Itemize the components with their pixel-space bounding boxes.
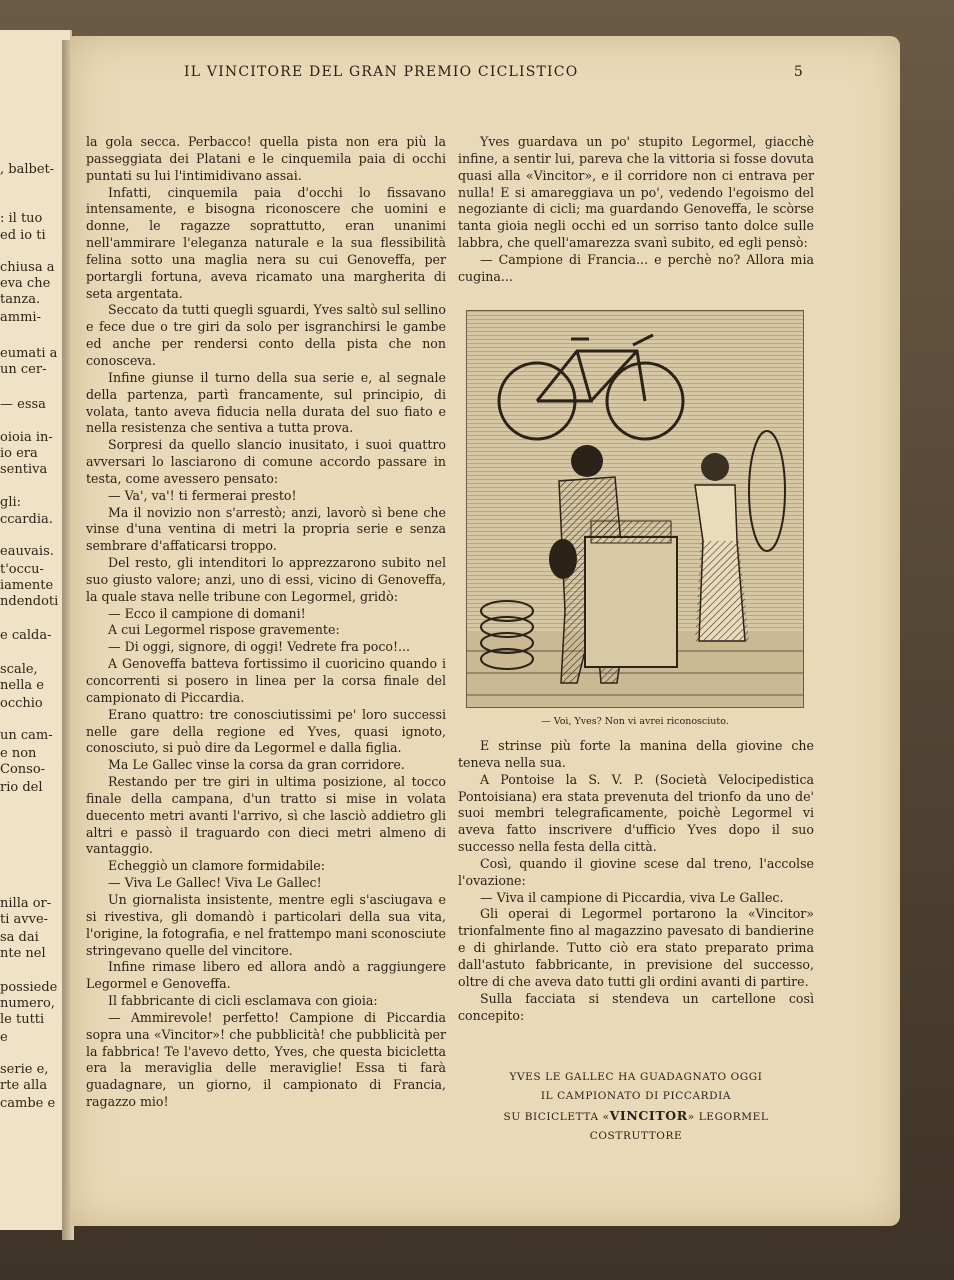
poster-line-2: IL CAMPIONATO DI PICCARDIA <box>540 1090 732 1102</box>
left-page-fragment: ed io ti <box>0 228 46 243</box>
left-page-fragment: iamente <box>0 578 54 593</box>
left-page-fragment: — essa <box>0 397 46 412</box>
paragraph: — Va', va'! ti fermerai presto! <box>108 487 297 503</box>
paragraph: Infine rimase libero ed allora andò a raggiungere Legormel e Genoveffa. <box>86 959 446 992</box>
left-page-fragment: eauvais. <box>0 544 54 559</box>
left-page-fragment: serie e, <box>0 1062 49 1077</box>
right-column-text-bottom <box>458 738 814 1024</box>
paragraph: Restando per tre giri in ultima posizione, al tocco finale della campana, d'un tratto si mise in volata duecento metri avanti l'arrivo, sì che lasciò addietro gli altri e passò il traguardo con dieci metri almeno di vantaggio. <box>86 774 446 857</box>
left-page-fragment: sa dai <box>0 930 39 945</box>
left-page-fragment: scale, <box>0 662 38 677</box>
left-page-fragment: ndendoti <box>0 594 59 609</box>
left-column-text <box>86 134 446 1111</box>
illustration-caption: — Voi, Yves? Non vi avrei riconosciuto. <box>541 716 729 727</box>
paragraph: A Genoveffa batteva fortissimo il cuoricino quando i concorrenti si posero in linea per la corsa finale del campionato di Piccardia. <box>86 656 446 705</box>
paragraph: Ma Le Gallec vinse la corsa da gran corridore. <box>108 757 405 773</box>
left-page-fragment: e <box>0 1030 8 1045</box>
left-page-fragment: t'occu- <box>0 562 44 577</box>
poster-brand: VINCITOR <box>609 1108 688 1123</box>
left-page-fragment: possiede <box>0 980 58 995</box>
paragraph: — Campione di Francia... e perchè no? Allora mia cugina... <box>458 251 814 284</box>
poster-line-3-post: » LEGORMEL COSTRUTTORE <box>589 1111 769 1142</box>
paragraph: Il fabbricante di cicli esclamava con gioia: <box>108 993 378 1009</box>
paragraph: — Di oggi, signore, di oggi! Vedrete fra poco!... <box>108 639 411 655</box>
left-page-fragment: rte alla <box>0 1078 48 1093</box>
left-page-fragment: eva che <box>0 276 51 291</box>
left-page-fragment: gli: <box>0 495 22 510</box>
left-page-fragment: un cam- <box>0 728 53 743</box>
left-page-fragment: nella e <box>0 678 44 693</box>
poster-text <box>458 1068 814 1146</box>
left-page-fragment: sentiva <box>0 462 48 477</box>
paragraph: — Viva Le Gallec! Viva Le Gallec! <box>108 875 322 891</box>
left-page-fragment: chiusa a <box>0 260 55 275</box>
left-page-fragment: numero, <box>0 996 55 1011</box>
left-page-fragment: eumati a <box>0 346 58 361</box>
paragraph: Erano quattro: tre conosciutissimi pe' loro successi nelle gare della regione ed Yves, quasi ignoto, conosciuto, si può dire da Legormel e dalla figlia. <box>86 706 446 756</box>
left-page-fragment: le tutti <box>0 1012 45 1027</box>
page-number: 5 <box>793 64 804 80</box>
paragraph: — Viva il campione di Piccardia, viva Le Gallec. <box>480 889 784 905</box>
paragraph: Echeggiò un clamore formidabile: <box>108 858 325 874</box>
left-page-fragment: occhio <box>0 696 43 711</box>
right-column-text-top <box>458 134 814 286</box>
paragraph: Seccato da tutti quegli sguardi, Yves saltò sul sellino e fece due o tre giri da solo per isgranchirsi le gambe ed anche per rendersi conto della pista che non conosceva. <box>86 302 446 368</box>
left-page-fragment: ammi- <box>0 310 41 325</box>
paragraph: — Ecco il campione di domani! <box>108 605 306 621</box>
counter-drawing <box>585 521 677 667</box>
paragraph: E strinse più forte la manina della giovine che teneva nella sua. <box>458 738 814 770</box>
paragraph: — Ammirevole! perfetto! Campione di Piccardia sopra una «Vincitor»! che pubblicità! che pubblicità per la fabbrica! Te l'avevo detto, Yves, che questa bicicletta era la meraviglia delle meraviglie! Essa ti farà guadagnare, un giorno, il campionato di Francia, ragazzo mio! <box>86 1009 446 1110</box>
left-page-fragment: tanza. <box>0 292 41 307</box>
paragraph: Del resto, gli intenditori lo apprezzarono subito nel suo giusto valore; anzi, uno di essi, vicino di Genoveffa, la quale stava nelle tribune con Legormel, gridò: <box>86 555 446 604</box>
left-page-fragment: nte nel <box>0 946 46 961</box>
left-page-fragment: Conso- <box>0 762 46 777</box>
poster-line-1: YVES LE GALLEC HA GUADAGNATO OGGI <box>509 1071 763 1083</box>
poster-line-3-pre: SU BICICLETTA « <box>503 1111 610 1123</box>
running-header <box>184 64 804 80</box>
poster-line-3 <box>458 1106 814 1146</box>
paragraph: Gli operai di Legormel portarono la «Vincitor» trionfalmente fino al magazzino pavesato di bandierine e di ghirlande. Tutto ciò era stato preparato prima dall'astuto fabbricante, in previsione del successo, oltre di che aveva dato tutti gli ordini avanti di partire. <box>458 906 814 989</box>
left-page-fragment: e non <box>0 746 37 761</box>
paragraph: Così, quando il giovine scese dal treno, l'accolse l'ovazione: <box>458 855 814 888</box>
left-page-fragment: : il tuo <box>0 211 43 226</box>
paragraph: Sorpresi da quello slancio inusitato, i suoi quattro avversari lo lasciarono di comune accordo passare in testa, come avessero pensato: <box>86 437 446 486</box>
left-page-fragment: e calda- <box>0 628 52 643</box>
left-page-fragment: ccardia. <box>0 512 53 527</box>
paragraph: Infatti, cinquemila paia d'occhi lo fissavano intensamente, e bisogna riconoscere che uomini e donne, le ragazze soprattutto, eran unanimi nell'ammirare l'eleganza naturale e la sua flessibilità felina sotto una maglia nera su cui Genoveffa, per portargli fortuna, aveva ricamato una margherita di seta argentata. <box>86 184 446 301</box>
left-page-fragment: cambe e <box>0 1096 56 1111</box>
paragraph: Un giornalista insistente, mentre egli s'asciugava e si rivestiva, gli domandò i particolari della sua vita, l'origine, la fotografia, e nel frattempo mani sconosciute stringevano quelle del vincitore. <box>86 891 446 958</box>
left-page-fragment: un cer- <box>0 362 47 377</box>
paragraph: A Pontoise la S. V. P. (Società Velocipedistica Pontoisiana) era stata prevenuta del trionfo da uno de' suoi membri telegraficamente, poichè Legormel vi aveva fatto inscrivere d'ufficio Yves dopo il suo successo nella festa della città. <box>458 771 814 855</box>
paragraph: Sulla facciata si stendeva un cartellone così concepito: <box>458 990 814 1023</box>
paragraph: A cui Legormel rispose gravemente: <box>108 622 340 638</box>
paragraph: la gola secca. Perbacco! quella pista non era più la passeggiata dei Platani e le cinquemila paia di occhi puntati su lui l'intimidivano assai. <box>86 134 446 183</box>
left-page-fragment: nilla or- <box>0 896 52 911</box>
left-page-fragment: oioia in- <box>0 430 53 445</box>
paragraph: Yves guardava un po' stupito Legormel, giacchè infine, a sentir lui, pareva che la vittoria si fosse dovuta quasi alla «Vincitor», e il corridore non ci entrava per nulla! E si amareggiava un po', vedendo l'egoismo del negoziante di cicli; ma guardando Genoveffa, le scòrse tanta gioia negli occhi ed un sorriso tanto dolce sulle labbra, che quell'amarezza svanì subito, ed egli pensò: <box>458 134 814 251</box>
left-page-fragment: io era <box>0 446 38 461</box>
running-header-title: IL VINCITORE DEL GRAN PREMIO CICLISTICO <box>184 64 579 80</box>
engraving-illustration <box>467 311 803 707</box>
left-page-fragment: rio del <box>0 780 43 795</box>
left-page-fragment: , balbet- <box>0 162 55 177</box>
paragraph: Infine giunse il turno della sua serie e, al segnale della partenza, partì francamente, sul principio, di volata, tanto aveva fiducia nella durata del suo fiato e nella resistenza che sentiva a tutta prova. <box>86 369 446 436</box>
paragraph: Ma il novizio non s'arrestò; anzi, lavorò sì bene che vinse d'una ventina di metri la propria serie e senza sembrare d'affaticarsi troppo. <box>86 504 446 554</box>
illustration <box>466 310 804 708</box>
left-page-fragment: ti avve- <box>0 912 49 927</box>
